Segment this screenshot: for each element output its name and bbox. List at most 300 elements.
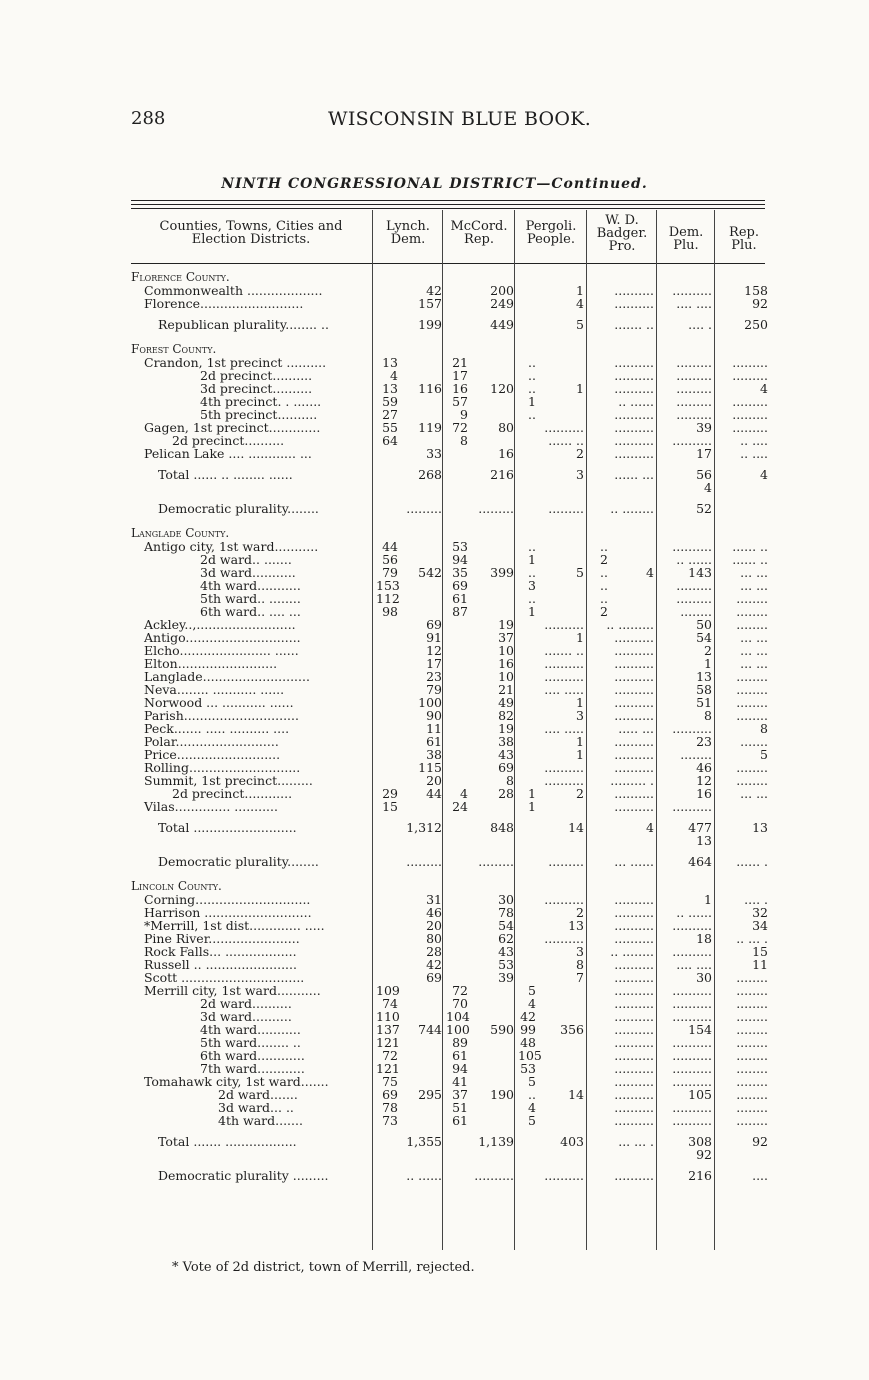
lynch-name: Lynch.: [386, 219, 430, 234]
cell-rp: ........: [736, 1113, 768, 1128]
cell-bd: ..........: [614, 669, 654, 684]
district-name: 2d precinct..........: [200, 368, 313, 383]
cell-rp: ........: [736, 773, 768, 788]
cell-pg: 3: [576, 944, 584, 959]
district-name: Elcho....................... ......: [144, 643, 299, 658]
cell-ly: 42: [426, 283, 442, 298]
cell-bd: ..........: [614, 656, 654, 671]
cell-mc: 120: [490, 381, 514, 396]
cell-ly: 119: [418, 420, 442, 435]
cell-bd: ..........: [614, 1074, 654, 1089]
cell-baa: ..: [600, 539, 608, 554]
county-name: Florence County.: [131, 270, 230, 284]
cell-rp: 11: [752, 957, 768, 972]
cell-pg: 356: [560, 1022, 584, 1037]
table-row: [0, 834, 869, 847]
cell-dp: 23: [696, 734, 712, 749]
cell-ly: 115: [418, 760, 442, 775]
cell-ly: .........: [406, 854, 442, 869]
cell-rp: 8: [760, 721, 768, 736]
cell-lya: 137: [376, 1022, 400, 1037]
district-name: 2d ward.. .......: [200, 552, 292, 567]
cell-mc: ..........: [474, 1168, 514, 1183]
cell-rp: ...... .: [736, 854, 768, 869]
cell-lya: 64: [382, 433, 398, 448]
cell-dp: ..........: [672, 721, 712, 736]
district-name: 3d precinct..........: [200, 381, 313, 396]
cell-rp: .. ... .: [736, 931, 768, 946]
cell-pg: .........: [548, 501, 584, 516]
cell-ly: 79: [426, 682, 442, 697]
cell-lya: 75: [382, 1074, 398, 1089]
badger-party: Pro.: [608, 239, 636, 254]
table-row: [0, 502, 869, 515]
cell-bd: ..... ...: [618, 721, 654, 736]
cell-bd: ... ......: [614, 854, 654, 869]
cell-rp: .........: [732, 420, 768, 435]
district-name: 5th ward........ ..: [200, 1035, 301, 1050]
district-name: Republican plurality........ ..: [158, 317, 329, 332]
cell-ly: 157: [418, 296, 442, 311]
cell-rp: ... ...: [740, 578, 768, 593]
cell-mca: 94: [452, 552, 468, 567]
cell-pg: 2: [576, 786, 584, 801]
cell-pga: ..: [528, 407, 536, 422]
cell-dp: ..........: [672, 1074, 712, 1089]
cell-ly: 744: [418, 1022, 442, 1037]
dem-plu-line1: Dem.: [668, 225, 704, 240]
cell-mc: 30: [498, 892, 514, 907]
cell-lya: 98: [382, 604, 398, 619]
cell-mca: 61: [452, 1113, 468, 1128]
cell-bd: ..........: [614, 708, 654, 723]
cell-lya: 110: [376, 1009, 400, 1024]
district-name: Corning.............................: [144, 892, 311, 907]
cell-bd: 4: [646, 565, 654, 580]
district-name: 3d ward..........: [200, 1009, 292, 1024]
cell-pga: 53: [520, 1061, 536, 1076]
cell-bd: ..........: [614, 918, 654, 933]
cell-rp: ........: [736, 1074, 768, 1089]
top-rule: [131, 200, 765, 201]
cell-dp: .... ....: [676, 296, 712, 311]
district-name: Scott ...............................: [144, 970, 305, 985]
district-name: Democratic plurality .........: [158, 1168, 329, 1183]
cell-mc: 39: [498, 970, 514, 985]
cell-bd: ..........: [614, 1048, 654, 1063]
cell-pg: ..........: [544, 760, 584, 775]
table-row: [0, 421, 869, 434]
cell-lya: 29: [382, 786, 398, 801]
county-name: Langlade County.: [131, 526, 230, 540]
district-name: Neva........ ........... ......: [144, 682, 285, 697]
cell-pg: 1: [576, 747, 584, 762]
cell-baa: 2: [600, 604, 608, 619]
cell-pg: ....... ..: [544, 643, 584, 658]
district-name: Langlade...........................: [144, 669, 310, 684]
cell-pg: 5: [576, 317, 584, 332]
district-name: 2d ward..........: [200, 996, 292, 1011]
cell-ly: 100: [418, 695, 442, 710]
cell-dp: ..........: [672, 1035, 712, 1050]
district-name: Polar..........................: [144, 734, 279, 749]
cell-baa: 2: [600, 552, 608, 567]
cell-bd: ..........: [614, 983, 654, 998]
cell-rp: ........: [736, 1061, 768, 1076]
cell-ly: 28: [426, 944, 442, 959]
cell-pg: ..........: [544, 420, 584, 435]
cell-rp: ... ...: [740, 565, 768, 580]
district-name: 4th ward.......: [218, 1113, 303, 1128]
cell-mc: 43: [498, 944, 514, 959]
district-name: 2d ward.......: [218, 1087, 298, 1102]
cell-rp: 4: [760, 467, 768, 482]
table-row: [0, 855, 869, 868]
cell-rp: .. ....: [740, 446, 768, 461]
cell-rp: ........: [736, 682, 768, 697]
table-row: [0, 468, 869, 481]
cell-mc: 78: [498, 905, 514, 920]
cell-mc: 43: [498, 747, 514, 762]
rep-plu-line1: Rep.: [729, 225, 759, 240]
cell-dp: ..........: [672, 1061, 712, 1076]
cell-rp: ........: [736, 970, 768, 985]
cell-bd: ..........: [614, 734, 654, 749]
cell-rp: ... ...: [740, 656, 768, 671]
cell-baa: ..: [600, 591, 608, 606]
cell-mc: 590: [490, 1022, 514, 1037]
district-name: Summit, 1st precinct.........: [144, 773, 313, 788]
cell-ly: 11: [426, 721, 442, 736]
cell-bd: .. ........: [610, 501, 654, 516]
cell-rp: ........: [736, 604, 768, 619]
cell-baa: ..: [600, 565, 608, 580]
cell-dp: 464: [688, 854, 712, 869]
cell-dp: .........: [676, 368, 712, 383]
cell-mc: 249: [490, 296, 514, 311]
cell-dp: 92: [696, 1147, 712, 1162]
cell-mc: 8: [506, 773, 514, 788]
cell-bd: ..........: [614, 892, 654, 907]
cell-bd: ..........: [614, 760, 654, 775]
cell-pga: 5: [528, 983, 536, 998]
cell-bd: ......... .: [610, 773, 654, 788]
cell-pg: 13: [568, 918, 584, 933]
mccord-party: Rep.: [464, 232, 494, 247]
cell-mc: 16: [498, 656, 514, 671]
cell-pg: 1: [576, 630, 584, 645]
cell-mc: 53: [498, 957, 514, 972]
cell-mc: 190: [490, 1087, 514, 1102]
cell-mc: 19: [498, 617, 514, 632]
label-column-header-text: Counties, Towns, Cities and Election Districts.: [159, 219, 343, 247]
cell-dp: .........: [676, 407, 712, 422]
cell-dp: ..........: [672, 1048, 712, 1063]
cell-dp: .........: [676, 381, 712, 396]
cell-mca: 69: [452, 578, 468, 593]
cell-bd: .. .........: [606, 617, 654, 632]
cell-pg: 14: [568, 1087, 584, 1102]
cell-bd: ..........: [614, 957, 654, 972]
district-name: Commonwealth ...................: [144, 283, 323, 298]
cell-dp: 16: [696, 786, 712, 801]
cell-dp: ........: [680, 747, 712, 762]
cell-dp: ..........: [672, 283, 712, 298]
cell-bd: ..........: [614, 799, 654, 814]
cell-dp: ..........: [672, 539, 712, 554]
cell-bd: ...... ...: [614, 467, 654, 482]
cell-mca: 104: [446, 1009, 470, 1024]
table-row: [0, 566, 869, 579]
cell-dp: 18: [696, 931, 712, 946]
cell-dp: ..........: [672, 996, 712, 1011]
cell-dp: ..........: [672, 799, 712, 814]
badger-column-header: [588, 214, 656, 253]
cell-pg: ...... ..: [548, 433, 584, 448]
table-row: [0, 1114, 869, 1127]
cell-dp: 216: [688, 1168, 712, 1183]
cell-pga: 3: [528, 578, 536, 593]
cell-mca: 21: [452, 355, 468, 370]
cell-pga: ..: [528, 539, 536, 554]
dem-plu-line2: Plu.: [673, 238, 699, 253]
cell-mca: 89: [452, 1035, 468, 1050]
cell-lya: 55: [382, 420, 398, 435]
district-name: Price..........................: [144, 747, 281, 762]
cell-pg: 3: [576, 467, 584, 482]
cell-mc: .........: [478, 501, 514, 516]
district-name: 7th ward............: [200, 1061, 305, 1076]
cell-dp: 58: [696, 682, 712, 697]
cell-lya: 109: [376, 983, 400, 998]
cell-bd: ..........: [614, 1113, 654, 1128]
cell-lya: 72: [382, 1048, 398, 1063]
table-row: [0, 447, 869, 460]
cell-mc: 69: [498, 760, 514, 775]
cell-bd: ..........: [614, 996, 654, 1011]
cell-lya: 79: [382, 565, 398, 580]
cell-ly: 17: [426, 656, 442, 671]
cell-rp: 32: [752, 905, 768, 920]
cell-lya: 121: [376, 1035, 400, 1050]
cell-pg: .... .....: [544, 682, 584, 697]
cell-dp: .........: [676, 578, 712, 593]
cell-pg: ..........: [544, 617, 584, 632]
page-title: WISCONSIN BLUE BOOK.: [328, 108, 592, 130]
cell-bd: ..........: [614, 283, 654, 298]
cell-mc: 1,139: [478, 1134, 514, 1149]
cell-lya: 56: [382, 552, 398, 567]
badger-initials: W. D.: [605, 213, 639, 228]
cell-pg: ..........: [544, 656, 584, 671]
table-row: [0, 1135, 869, 1148]
district-name: 4th ward...........: [200, 1022, 301, 1037]
cell-mca: 17: [452, 368, 468, 383]
cell-pg: 403: [560, 1134, 584, 1149]
cell-mc: 28: [498, 786, 514, 801]
county-name: Lincoln County.: [131, 879, 222, 893]
cell-mca: 70: [452, 996, 468, 1011]
cell-mc: 49: [498, 695, 514, 710]
pergoli-column-header: [516, 220, 586, 246]
cell-pga: 4: [528, 1100, 536, 1115]
cell-rp: .... .: [744, 892, 768, 907]
cell-mca: 61: [452, 591, 468, 606]
district-name: Rock Falls... ..................: [144, 944, 297, 959]
district-name: 3d ward... ..: [218, 1100, 294, 1115]
cell-pg: ..........: [544, 773, 584, 788]
cell-dp: .. ......: [676, 905, 712, 920]
cell-bd: ..........: [614, 1168, 654, 1183]
cell-rp: ........: [736, 1009, 768, 1024]
cell-bd: ..........: [614, 695, 654, 710]
cell-rp: ...... ..: [732, 539, 768, 554]
lynch-party: Dem.: [390, 232, 426, 247]
cell-dp: .... .: [688, 317, 712, 332]
cell-pga: 1: [528, 604, 536, 619]
cell-rp: ........: [736, 1087, 768, 1102]
cell-bd: .. ......: [618, 394, 654, 409]
cell-lya: 73: [382, 1113, 398, 1128]
cell-rp: 250: [744, 317, 768, 332]
cell-pg: .........: [548, 854, 584, 869]
cell-ly: 542: [418, 565, 442, 580]
district-name: 3d ward...........: [200, 565, 296, 580]
cell-dp: 1: [704, 892, 712, 907]
cell-mc: 19: [498, 721, 514, 736]
cell-dp: ..........: [672, 433, 712, 448]
cell-dp: 2: [704, 643, 712, 658]
cell-pga: ..: [528, 591, 536, 606]
cell-mca: 72: [452, 420, 468, 435]
cell-mca: 100: [446, 1022, 470, 1037]
cell-bd: ..........: [614, 433, 654, 448]
cell-mca: 87: [452, 604, 468, 619]
cell-rp: 92: [752, 296, 768, 311]
cell-rp: ........: [736, 996, 768, 1011]
cell-pga: 48: [520, 1035, 536, 1050]
cell-lya: 13: [382, 381, 398, 396]
cell-pg: 4: [576, 296, 584, 311]
cell-dp: 143: [688, 565, 712, 580]
cell-pg: 2: [576, 446, 584, 461]
cell-rp: 92: [752, 1134, 768, 1149]
cell-rp: 34: [752, 918, 768, 933]
cell-rp: 4: [760, 381, 768, 396]
cell-dp: 477: [688, 820, 712, 835]
cell-pga: ..: [528, 368, 536, 383]
cell-pga: 42: [520, 1009, 536, 1024]
cell-rp: ........: [736, 591, 768, 606]
cell-dp: ..........: [672, 1113, 712, 1128]
district-name: 2d precinct..........: [172, 433, 285, 448]
cell-bd: ..........: [614, 420, 654, 435]
cell-bd: ..........: [614, 1087, 654, 1102]
pergoli-party: People.: [527, 232, 575, 247]
cell-mc: 848: [490, 820, 514, 835]
cell-dp: 17: [696, 446, 712, 461]
cell-rp: ....: [752, 1168, 768, 1183]
rep-plurality-column-header: [716, 226, 772, 252]
cell-mc: 54: [498, 918, 514, 933]
district-name: Crandon, 1st precinct ..........: [144, 355, 327, 370]
district-name: 6th ward............: [200, 1048, 305, 1063]
cell-rp: .........: [732, 368, 768, 383]
cell-ly: 69: [426, 617, 442, 632]
cell-lya: 78: [382, 1100, 398, 1115]
cell-ly: 44: [426, 786, 442, 801]
cell-dp: 50: [696, 617, 712, 632]
table-row: [0, 481, 869, 494]
badger-name: Badger.: [596, 226, 648, 241]
cell-lya: 112: [376, 591, 400, 606]
top-rule-3: [131, 208, 765, 209]
cell-pga: ..: [528, 381, 536, 396]
cell-lya: 69: [382, 1087, 398, 1102]
cell-mca: 53: [452, 539, 468, 554]
cell-dp: ..........: [672, 1009, 712, 1024]
cell-ly: 33: [426, 446, 442, 461]
district-name: 6th ward.. .... ...: [200, 604, 301, 619]
cell-ly: 91: [426, 630, 442, 645]
cell-rp: .........: [732, 394, 768, 409]
cell-pg: 14: [568, 820, 584, 835]
cell-bd: ..........: [614, 381, 654, 396]
cell-rp: ........: [736, 1100, 768, 1115]
cell-bd: ..........: [614, 368, 654, 383]
cell-pga: 1: [528, 799, 536, 814]
cell-mca: 41: [452, 1074, 468, 1089]
district-name: Vilas.............. ...........: [144, 799, 278, 814]
cell-pga: 1: [528, 786, 536, 801]
cell-mc: 21: [498, 682, 514, 697]
district-name: 5th precinct..........: [200, 407, 318, 422]
lynch-column-header: [374, 220, 442, 246]
table-row: [0, 297, 869, 310]
cell-pg: ..........: [544, 892, 584, 907]
cell-lya: 153: [376, 578, 400, 593]
cell-bd: ..........: [614, 747, 654, 762]
cell-mca: 24: [452, 799, 468, 814]
district-name: *Merrill, 1st dist............. .....: [144, 918, 325, 933]
district-name: Russell .. .......................: [144, 957, 297, 972]
cell-ly: 80: [426, 931, 442, 946]
cell-rp: .........: [732, 355, 768, 370]
cell-mc: 62: [498, 931, 514, 946]
cell-mca: 16: [452, 381, 468, 396]
cell-bd: .. ........: [610, 944, 654, 959]
cell-dp: 52: [696, 501, 712, 516]
cell-rp: 13: [752, 820, 768, 835]
cell-rp: ... ...: [740, 630, 768, 645]
cell-baa: ..: [600, 578, 608, 593]
mccord-name: McCord.: [450, 219, 508, 234]
cell-dp: 105: [688, 1087, 712, 1102]
cell-rp: ........: [736, 760, 768, 775]
cell-mca: 9: [460, 407, 468, 422]
district-name: Antigo city, 1st ward...........: [144, 539, 319, 554]
dem-plurality-column-header: [658, 226, 714, 252]
cell-bd: ..........: [614, 630, 654, 645]
cell-dp: 308: [688, 1134, 712, 1149]
district-name: Rolling............................: [144, 760, 301, 775]
cell-lya: 121: [376, 1061, 400, 1076]
cell-lya: 4: [390, 368, 398, 383]
cell-rp: 15: [752, 944, 768, 959]
cell-pga: ..: [528, 1087, 536, 1102]
cell-rp: .. ....: [740, 433, 768, 448]
cell-bd: ..........: [614, 407, 654, 422]
